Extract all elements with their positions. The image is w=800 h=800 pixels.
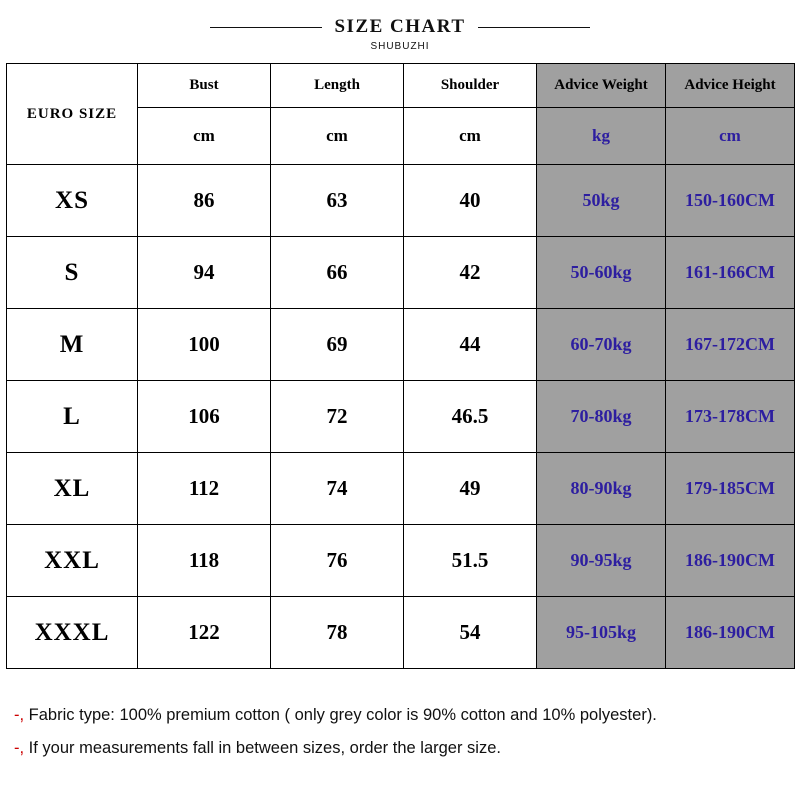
unit-advice-weight: kg bbox=[537, 108, 666, 165]
unit-bust: cm bbox=[138, 108, 271, 165]
size-label: L bbox=[7, 381, 138, 453]
shoulder-value: 42 bbox=[404, 237, 537, 309]
note-fabric-type bbox=[14, 706, 794, 725]
advice-weight-value: 50kg bbox=[537, 165, 666, 237]
note-marker: -, bbox=[14, 706, 25, 724]
advice-height-value: 150-160CM bbox=[666, 165, 795, 237]
advice-height-value: 186-190CM bbox=[666, 525, 795, 597]
shoulder-value: 54 bbox=[404, 597, 537, 669]
bust-value: 106 bbox=[138, 381, 271, 453]
length-value: 72 bbox=[271, 381, 404, 453]
size-label: XXXL bbox=[7, 597, 138, 669]
table-row bbox=[7, 309, 795, 381]
table-row bbox=[7, 165, 795, 237]
advice-height-value: 167-172CM bbox=[666, 309, 795, 381]
unit-advice-height: cm bbox=[666, 108, 795, 165]
bust-value: 86 bbox=[138, 165, 271, 237]
note-text: Fabric type: 100% premium cotton ( only grey color is 90% cotton and 10% polyester). bbox=[24, 706, 657, 724]
length-value: 69 bbox=[271, 309, 404, 381]
title-rule-right bbox=[478, 27, 590, 28]
advice-height-value: 186-190CM bbox=[666, 597, 795, 669]
bust-value: 100 bbox=[138, 309, 271, 381]
bust-value: 112 bbox=[138, 453, 271, 525]
brand-name: SHUBUZHI bbox=[370, 41, 430, 52]
length-value: 66 bbox=[271, 237, 404, 309]
title-rule-left bbox=[210, 27, 322, 28]
table-row bbox=[7, 597, 795, 669]
shoulder-value: 49 bbox=[404, 453, 537, 525]
advice-height-value: 173-178CM bbox=[666, 381, 795, 453]
advice-height-value: 179-185CM bbox=[666, 453, 795, 525]
advice-weight-value: 80-90kg bbox=[537, 453, 666, 525]
table-row bbox=[7, 237, 795, 309]
shoulder-value: 46.5 bbox=[404, 381, 537, 453]
size-chart-table-wrap bbox=[6, 63, 794, 669]
column-header-advice-weight: Advice Weight bbox=[537, 64, 666, 108]
shoulder-value: 40 bbox=[404, 165, 537, 237]
shoulder-value: 51.5 bbox=[404, 525, 537, 597]
unit-length: cm bbox=[271, 108, 404, 165]
column-header-bust: Bust bbox=[138, 64, 271, 108]
note-size-advice bbox=[14, 739, 794, 758]
page-title: SIZE CHART bbox=[334, 16, 466, 37]
bust-value: 94 bbox=[138, 237, 271, 309]
unit-shoulder: cm bbox=[404, 108, 537, 165]
note-text: If your measurements fall in between sizes, order the larger size. bbox=[24, 739, 501, 757]
size-label: XS bbox=[7, 165, 138, 237]
note-marker: -, bbox=[14, 739, 25, 757]
table-row bbox=[7, 453, 795, 525]
column-header-length: Length bbox=[271, 64, 404, 108]
table-row bbox=[7, 381, 795, 453]
size-chart-table bbox=[6, 63, 795, 669]
size-label: XXL bbox=[7, 525, 138, 597]
size-label: S bbox=[7, 237, 138, 309]
bust-value: 122 bbox=[138, 597, 271, 669]
advice-weight-value: 90-95kg bbox=[537, 525, 666, 597]
advice-weight-value: 50-60kg bbox=[537, 237, 666, 309]
advice-weight-value: 95-105kg bbox=[537, 597, 666, 669]
table-row bbox=[7, 525, 795, 597]
corner-label: EURO SIZE bbox=[7, 64, 138, 165]
length-value: 74 bbox=[271, 453, 404, 525]
chart-header bbox=[0, 0, 800, 56]
size-label: XL bbox=[7, 453, 138, 525]
length-value: 78 bbox=[271, 597, 404, 669]
length-value: 63 bbox=[271, 165, 404, 237]
table-header-row-labels bbox=[7, 64, 795, 108]
shoulder-value: 44 bbox=[404, 309, 537, 381]
advice-height-value: 161-166CM bbox=[666, 237, 795, 309]
column-header-shoulder: Shoulder bbox=[404, 64, 537, 108]
size-label: M bbox=[7, 309, 138, 381]
bust-value: 118 bbox=[138, 525, 271, 597]
column-header-advice-height: Advice Height bbox=[666, 64, 795, 108]
advice-weight-value: 70-80kg bbox=[537, 381, 666, 453]
length-value: 76 bbox=[271, 525, 404, 597]
advice-weight-value: 60-70kg bbox=[537, 309, 666, 381]
notes-section bbox=[14, 706, 794, 772]
title-row bbox=[0, 16, 800, 38]
